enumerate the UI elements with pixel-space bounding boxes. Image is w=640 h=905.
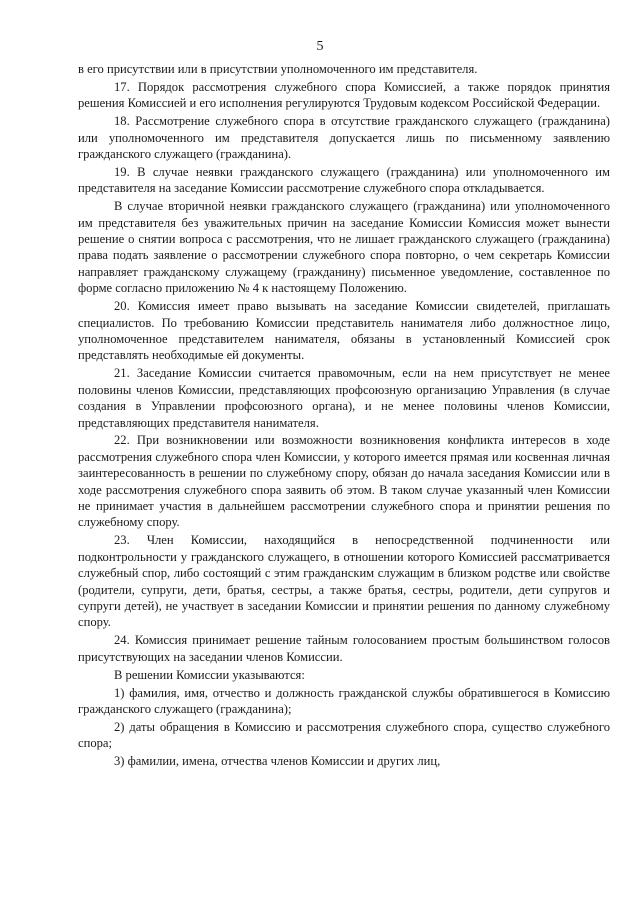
paragraph: В случае вторичной неявки гражданского служащего (гражданина) или уполномоченного им представителя без уважительных причин на заседание Комиссии Комиссия может вынести решение о снятии вопроса с рассмотрения, что не лишает гражданского служащего (гражданина) права подать заявление о рассмотрении служебного спора повторно, о чем секретарь Комиссии направляет гражданскому служащему (гражданину) письменное уведомление, составленное по форме согласно приложению № 4 к настоящему Положению. <box>78 199 610 296</box>
paragraph: 21. Заседание Комиссии считается правомочным, если на нем присутствует не менее половины членов Комиссии, представляющих профсоюзную организацию Управления (в случае создания в Управлении профсоюзного органа), и не менее половины членов Комиссии, представляющих представителя нанимателя. <box>78 366 610 430</box>
paragraph: 23. Член Комиссии, находящийся в непосредственной подчиненности или подконтрольности у гражданского служащего, в отношении которого Комиссией рассматривается служебный спор, либо состоящий с этим гражданским служащим в близком родстве или свойстве (родители, супруги, дети, братья, сестры, а также братья, сестры, родители, дети супругов и супруги детей), не участвует в заседании Комиссии и принятии решения по данному служебному спору. <box>78 533 610 630</box>
paragraph: 3) фамилии, имена, отчества членов Комиссии и других лиц, <box>114 754 441 769</box>
paragraph: 22. При возникновении или возможности возникновения конфликта интересов в ходе рассмотрения служебного спора член Комиссии, у которого имеется прямая или косвенная личная заинтересованность в решении по служебному спору, обязан до начала заседания Комиссии или в ходе рассмотрения служебного спора заявить об этом. В таком случае указанный член Комиссии не принимает участия в дальнейшем рассмотрении служебного спора и принятии решения по служебному спору. <box>78 433 610 530</box>
paragraph: 18. Рассмотрение служебного спора в отсутствие гражданского служащего (гражданина) или уполномоченного им представителя допускается лишь по письменному заявлению гражданского служащего (гражданина). <box>78 114 610 162</box>
paragraph: 2) даты обращения в Комиссию и рассмотрения служебного спора, существо служебного спора; <box>78 719 610 751</box>
paragraph: 1) фамилия, имя, отчество и должность гражданской службы обратившегося в Комиссию гражданского служащего (гражданина); <box>78 685 610 716</box>
paragraph: В решении Комиссии указываются: <box>114 667 305 682</box>
paragraph: 24. Комиссия принимает решение тайным голосованием простым большинством голосов присутствующих на заседании членов Комиссии. <box>78 633 610 664</box>
paragraph: в его присутствии или в присутствии уполномоченного им представителя. <box>78 62 478 76</box>
document-body <box>78 61 610 771</box>
paragraph: 20. Комиссия имеет право вызывать на заседание Комиссии свидетелей, приглашать специалистов. По требованию Комиссии представитель нанимателя либо должностное лицо, уполномоченное представителем нанимателя, обязаны в установленный Комиссией срок представлять необходимые ей документы. <box>78 299 610 363</box>
paragraph: 17. Порядок рассмотрения служебного спора Комиссией, а также порядок принятия решения Комиссией и его исполнения регулируются Трудовым кодексом Российской Федерации. <box>78 79 610 111</box>
paragraph: 19. В случае неявки гражданского служащего (гражданина) или уполномоченного им представителя на заседание Комиссии рассмотрение служебного спора откладывается. <box>78 164 610 196</box>
page-number: 5 <box>316 39 324 54</box>
